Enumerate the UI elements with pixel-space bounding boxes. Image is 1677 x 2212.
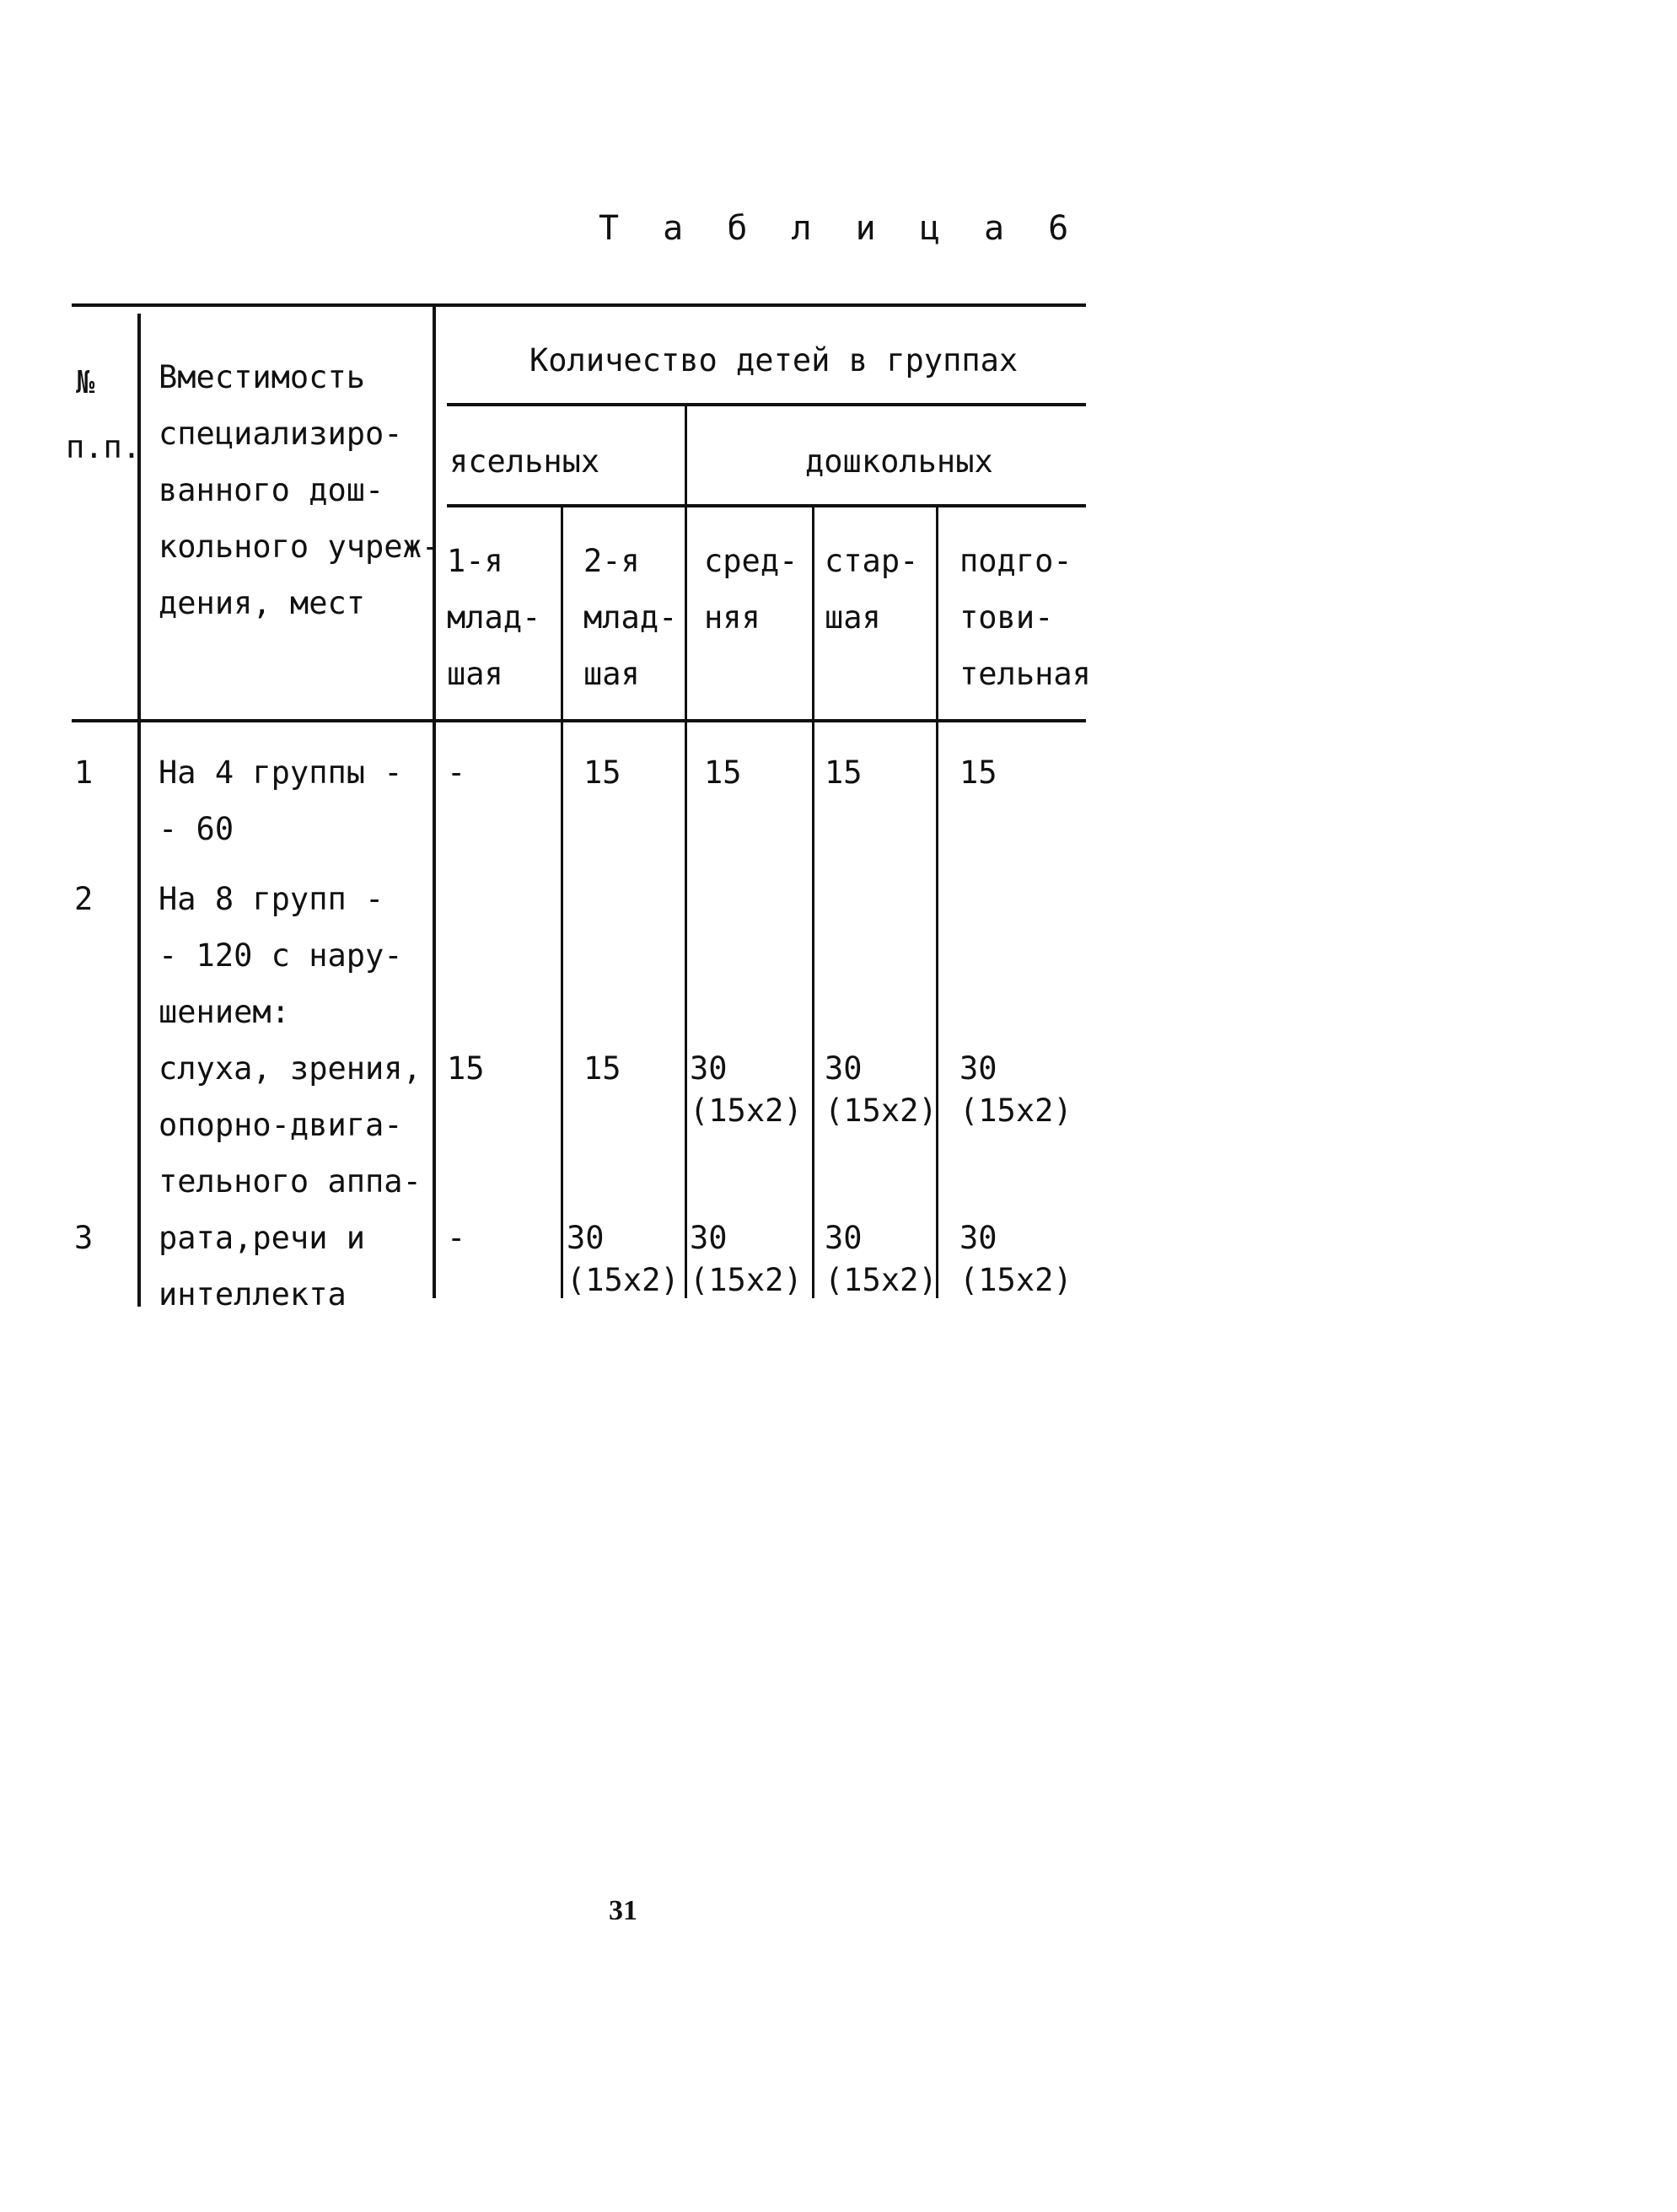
row-number: 1 — [74, 754, 94, 791]
row-value-group-2: 15 — [583, 1050, 621, 1087]
row-value-group-1: 15 — [447, 1050, 485, 1087]
row-capacity-line: - 60 — [159, 811, 234, 847]
row-value-group-2: 15 — [583, 754, 621, 791]
row-capacity-line: На 4 группы - — [159, 754, 403, 791]
row-value-senior: 30 (15х2) — [825, 1220, 938, 1298]
column-divider-6 — [936, 504, 938, 1298]
column-divider-2 — [433, 303, 436, 1298]
row-number: 2 — [74, 881, 94, 917]
header-divider-groups — [447, 504, 1086, 507]
row-value-prep: 30 (15х2) — [959, 1220, 1072, 1298]
table-title: Т а б л и ц а 6 — [599, 209, 1081, 248]
row-capacity-line: На 8 групп - — [159, 881, 384, 917]
row-value-middle: 30 (15х2) — [690, 1050, 803, 1129]
row-value-prep: 15 — [959, 754, 997, 791]
header-nursery: ясельных — [449, 443, 600, 480]
row-number: 3 — [74, 1220, 94, 1256]
table-top-rule — [72, 303, 1086, 307]
row-capacity-line: - 120 с нару- — [159, 937, 403, 974]
row-capacity-line: опорно-двига- — [159, 1107, 403, 1143]
row-value-middle: 30 (15х2) — [690, 1220, 803, 1298]
row-value-group-1: - — [447, 754, 466, 791]
header-children-count: Количество детей в группах — [529, 342, 1019, 379]
column-divider-5 — [812, 504, 814, 1298]
row-value-middle: 15 — [704, 754, 742, 791]
row-value-senior: 15 — [825, 754, 863, 791]
page-number: 31 — [609, 1895, 637, 1926]
header-preschool: дошкольных — [805, 443, 993, 480]
header-divider-children — [447, 403, 1086, 406]
row-value-prep: 30 (15х2) — [959, 1050, 1072, 1129]
row-value-group-2: 30 (15х2) — [567, 1220, 680, 1298]
row-value-senior: 30 (15х2) — [825, 1050, 938, 1129]
row-capacity-line: тельного аппа- — [159, 1163, 422, 1200]
header-bottom-rule — [72, 719, 1086, 722]
row-value-group-1: - — [447, 1220, 466, 1256]
row-capacity-line: рата,речи и — [159, 1220, 366, 1256]
row-capacity-line: слуха, зрения, — [159, 1050, 422, 1087]
column-divider-3 — [561, 504, 563, 1298]
column-divider-4 — [685, 403, 687, 1298]
row-capacity-line: шением: — [159, 994, 290, 1030]
header-num-sign: № — [76, 364, 95, 400]
header-num-abbr: п.п. — [66, 429, 142, 465]
row-capacity-line: интеллекта — [159, 1276, 347, 1313]
